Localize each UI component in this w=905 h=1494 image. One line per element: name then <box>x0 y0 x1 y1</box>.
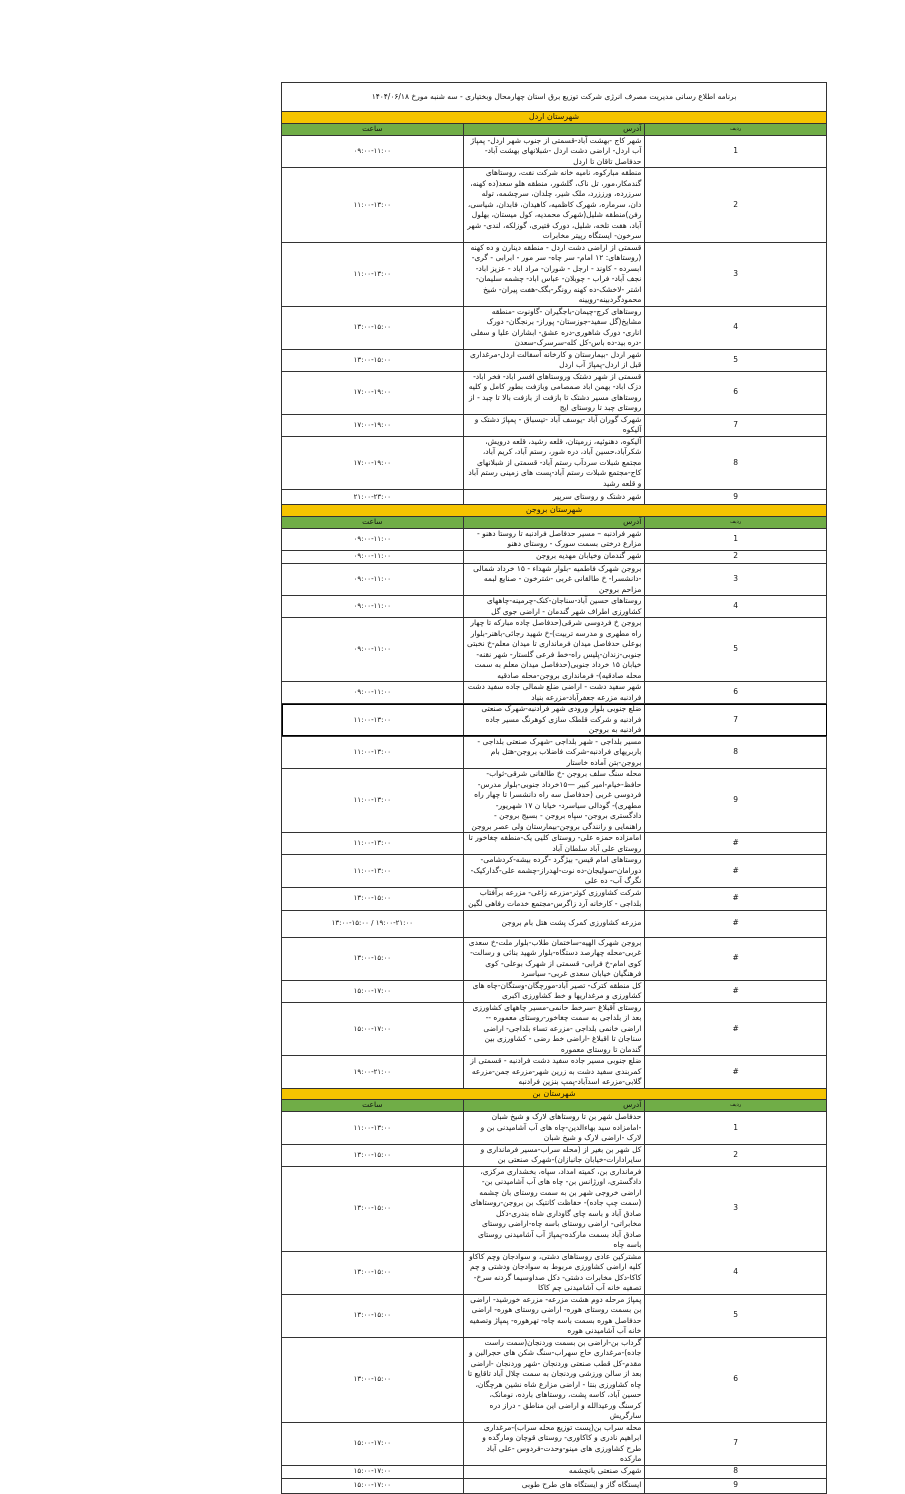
row-address: روستاهای امام قیس- بیژگرد -گرده بیشه-کردشامی-دورامان-سولیجان-ده نوت-لهدراز-چشمه علی-گدارکیک-نگرگ آب- ده علی <box>463 855 645 888</box>
row-time: ۱۵:۰۰-۱۷:۰۰ <box>282 980 464 1002</box>
row-time: ۱۱:۰۰-۱۳:۰۰ <box>282 1112 464 1145</box>
table-row <box>282 980 827 1002</box>
row-time: ۱۷:۰۰-۱۹:۰۰ <box>282 436 464 490</box>
row-time: ۱۳:۰۰-۱۵:۰۰ <box>282 1294 464 1337</box>
row-time: ۰۹:۰۰-۱۱:۰۰ <box>282 596 464 618</box>
table-row <box>282 1112 827 1145</box>
schedule-page <box>281 82 827 1494</box>
row-number: 9 <box>645 1478 827 1493</box>
row-number: 7 <box>645 704 827 737</box>
table-row <box>282 550 827 563</box>
table-row <box>282 1166 827 1251</box>
row-number: 5 <box>645 349 827 371</box>
column-header-row <box>282 123 827 135</box>
row-number: 2 <box>645 1144 827 1166</box>
table-row <box>282 1465 827 1478</box>
table-row <box>282 833 827 855</box>
row-address: ایستگاه گاز و ایستگاه های طرح طوبی <box>463 1478 645 1493</box>
row-number: 5 <box>645 1294 827 1337</box>
city-header-row <box>282 505 827 517</box>
city-name: شهرستان بروجن <box>282 505 827 517</box>
table-row <box>282 242 827 306</box>
city-header-row <box>282 1088 827 1100</box>
table-row <box>282 704 827 737</box>
row-address: قسمتی از اراضی دشت اردل - منطقه دینارن و ده کهنه (روستاهای: ۱۲ امام- سر چاه- سر مور - ابرابی - گری- ابسرده - کاوند - ارجل - شوران- مراد اباد - عزیز اباد-نجف آباد- فراب - چوبلان- عباس اباد- چشمه سلیمان-اشتر -لاخشک-ده کهنه رونگر-بگک-هفت پیران- شیخ محمودگردبینه-رویینه <box>463 242 645 306</box>
row-address: روستاهای حسین آباد-سناجان-کنک-چرمینه-چاههای کشاورزی اطراف شهر گندمان - اراضی جوی گل <box>463 596 645 618</box>
row-number: 9 <box>645 490 827 505</box>
table-row <box>282 528 827 550</box>
row-number: # <box>645 1056 827 1089</box>
row-time: ۱۱:۰۰-۱۳:۰۰ <box>282 855 464 888</box>
row-address: امامزاده حمزه علی- روستای کلیی یک-منطقه چغاخور تا روستای علی آباد سلطان آباد <box>463 833 645 855</box>
document-title: برنامه اطلاع رسانی مدیریت مصرف انرژی شرکت توزیع برق استان چهارمحال وبختیاری - سه شنبه مورخ ۱۴۰۴/۰۶/۱۸ <box>282 83 827 112</box>
row-address: گرداب بن-اراضی بن بسمت وردنجان(سمت راست جاده)-مرغداری حاج سهراب-سنگ شکن های حجرالبن و مقدم-کل قطب صنعتی وردنجان -شهر وردنجان -اراضی بعد از سالن ورزشی وردنجان به سمت چلال آباد تاقایع تا چاه کشاورزی بنتا - اراضی مزارع شاه نشین هرچگان، حسین آباد، کاسه پشت، روستاهای بارده، نومانک، کرسنگ ورعیدالله و اراضی این مناطق - دراز دره سارگریش <box>463 1337 645 1422</box>
row-address: شهر اردل -بیمارستان و کارخانه آسفالت اردل-مرغداری قبل از اردل-پمپاژ آب اردل <box>463 349 645 371</box>
row-number: 8 <box>645 1465 827 1478</box>
row-number: 9 <box>645 769 827 833</box>
title-row <box>282 83 827 112</box>
row-address: محله سراب بن(پست توزیع محله سراب)-مرغداری ابراهیم نادری و کاکاوری- روستای قوچان ومارگده و طرح کشاورزی های مینو-وحدت-فردوس -علی آباد مارکده <box>463 1422 645 1465</box>
row-number: 8 <box>645 736 827 769</box>
table-row <box>282 769 827 833</box>
table-row <box>282 618 827 682</box>
table-row <box>282 736 827 769</box>
col-num-header: ردیف <box>645 123 827 135</box>
row-time: ۱۱:۰۰-۱۳:۰۰ <box>282 168 464 243</box>
city-name: شهرستان اردل <box>282 112 827 124</box>
row-number: 7 <box>645 414 827 436</box>
row-address: مشترکین عادی روستاهای دشتی، و سوادجان وچم کاکاو کلیه اراضی کشاورزی مربوط به سوادجان ودشتی و چم کاکا-دکل مخابرات دشتی- دکل صداوسیما گردنه سرخ- تصفیه خانه آب آشامیدنی چم کاکا <box>463 1251 645 1294</box>
row-time: ۱۳:۰۰-۱۵:۰۰ <box>282 1337 464 1422</box>
row-address: ضلع جنوبی مسیر جاده سفید دشت فرادنبه - قسمتی از کمربندی سفید دشت به زرین شهر-مزرعه جمن-مزرعه گلابی-مزرعه اسدآباد-پمپ بنزین فرادنبه <box>463 1056 645 1089</box>
row-address: شهر فرادنبه – مسیر حدفاصل فرادنبه تا روستا دهنو - مزارع درختی بسمت سورک - روستای دهنو <box>463 528 645 550</box>
row-address: بروجن شهرک فاطمیه -بلوار شهداء - ۱۵ خرداد شمالی -دانشسرا- خ طالقانی غربی -شترخون - صنایع لبمه مزاحم بروجن <box>463 563 645 596</box>
row-number: 3 <box>645 1166 827 1251</box>
table-row <box>282 910 827 937</box>
row-number: # <box>645 855 827 888</box>
row-number: 3 <box>645 563 827 596</box>
table-row <box>282 1422 827 1465</box>
row-address: قسمتی از شهر دشتک وروستاهای افسر اباد- فخر اباد- دزک اباد- بهمن اباد صمصامی وبازفت بطور کامل و کلیه روستاهای مسیر دشتک تا بازفت از بازفت بالا تا چبد - از روستای چبد تا روستای ایج <box>463 371 645 414</box>
row-address: منطقه مبارکوه، نامیه خانه شرکت نفت، روستاهای گندمکار،مور، تل ناک، گلشور، منطقه هلو سعد(ده کهنه، سرزرده، ورززرد، ملک شیر، چلدان، سرچشمه، توله دان، سرماره، شهرک کاظمیه، کاهیدان، فابدان، شیاسی، رفن)منطقه شلیل(شهرک محمدیه، کول میستان، بهلول آباد، هفت تلخه، شلیل، دورک فتیری، گوزلکه، لندی- شهر سرخون- ایستگاه رپیتر مخابرات <box>463 168 645 243</box>
row-number: 4 <box>645 1251 827 1294</box>
col-num-header: ردیف <box>645 1100 827 1112</box>
row-number: 6 <box>645 682 827 704</box>
row-time: ۱۳:۰۰-۱۵:۰۰ <box>282 349 464 371</box>
table-row <box>282 135 827 168</box>
row-address: شهر دشتک و روستای سرپیر <box>463 490 645 505</box>
table-row <box>282 682 827 704</box>
table-row <box>282 855 827 888</box>
table-row <box>282 1337 827 1422</box>
row-time: ۰۹:۰۰-۱۱:۰۰ <box>282 550 464 563</box>
row-time: ۲۱:۰۰-۲۳:۰۰ <box>282 490 464 505</box>
row-time: ۱۹:۰۰-۲۱:۰۰ <box>282 1056 464 1089</box>
row-address: شهرک گوران آباد -یوسف آباد -تیسباق - پمپاژ دشتک و آلیکوه <box>463 414 645 436</box>
row-number: # <box>645 887 827 910</box>
row-time: ۱۷:۰۰-۱۹:۰۰ <box>282 414 464 436</box>
row-time: ۱۷:۰۰-۱۹:۰۰ <box>282 371 464 414</box>
row-address: شهر کاج -بهشت آباد-قسمتی از جنوب شهر اردل- پمپاژ آب اردل- اراضی دشت اردل -شبلانهای بهشت آباد- حدفاصل تاقان تا اردل <box>463 135 645 168</box>
row-number: 1 <box>645 135 827 168</box>
col-time-header: ساعت <box>282 516 464 528</box>
outage-schedule-table <box>281 82 827 1494</box>
table-row <box>282 349 827 371</box>
row-address: کل شهر بن بغیر از (محله سراب-مسیر فرمانداری و سایرادارات-خیابان جانبازان)-شهرک صنعتی بن <box>463 1144 645 1166</box>
row-number: 1 <box>645 528 827 550</box>
row-time: ۱۳:۰۰-۱۵:۰۰ <box>282 1144 464 1166</box>
table-row <box>282 490 827 505</box>
row-time: ۱۵:۰۰-۱۷:۰۰ <box>282 1465 464 1478</box>
row-address: روستای آقبلاغ -سرخط حانمی-مسیر چاههای کشاورزی بعد از بلداجی به سمت چغاخور-روستای معموره -- اراضی خانمی بلداجی -مزرعه تساء بلداجی- اراضی سناجان تا اقبلاغ -اراضی خط رضی - کشاورزی بین گندمان تا روستای معموره <box>463 1002 645 1056</box>
row-address: آلیکوه، دهنوئیه، زرمیتان، قلعه رشید، قلعه درویش، شکرآباد،حسین آباد، دره شور، رستم آباد، کریم آباد، مجتمع شبلات سردآب رستم آباد- قسمتی از شبلانهای کاج-مجتمع شبلات رستم آباد-پست های زمینی رستم آباد و قلعه رشید <box>463 436 645 490</box>
row-time: ۱۳:۰۰-۱۵:۰۰ <box>282 306 464 349</box>
row-time: ۰۹:۰۰-۱۱:۰۰ <box>282 528 464 550</box>
row-time: ۰۹:۰۰-۱۱:۰۰ <box>282 135 464 168</box>
row-address: حدفاصل شهر بن تا روستاهای لارک و شیخ شبان -امامزاده سید بهاءالدین-چاه های آب آشامیدنی بن و لارک -اراضی لارک و شیخ شبان <box>463 1112 645 1145</box>
row-time: ۱۳:۰۰-۱۵:۰۰ <box>282 887 464 910</box>
table-row <box>282 168 827 243</box>
row-number: 6 <box>645 371 827 414</box>
col-time-header: ساعت <box>282 123 464 135</box>
row-number: 8 <box>645 436 827 490</box>
table-row <box>282 1294 827 1337</box>
table-row <box>282 1056 827 1089</box>
row-number: 5 <box>645 618 827 682</box>
row-number: 1 <box>645 1112 827 1145</box>
row-address: محله سنگ سلف بروجن -خ طالقانی شرقی-ثواب- حافظ-خیام-امیر کبیر —۱۵خرداد جنوبی-بلوار مدرس-فردوسی غربی (حدفاصل سه راه دانشسرا تا چهار راه مطهری)- گودالی سیاسرد- خیابا ن ۱۷ شهریور- دادگستری بروجن- سپاه بروجن - بسیج بروجن - راهنمایی و رانندگی بروجن-بیمارستان ولی عصر بروجن <box>463 769 645 833</box>
row-time: ۰۹:۰۰-۱۱:۰۰ <box>282 618 464 682</box>
row-time: ۱۵:۰۰-۱۷:۰۰ <box>282 1002 464 1056</box>
city-header-row <box>282 112 827 124</box>
table-row <box>282 436 827 490</box>
row-number: 6 <box>645 1337 827 1422</box>
table-row <box>282 306 827 349</box>
row-address: بروجن شهرک الهیه-ساختمان طلاب-بلوار ملت-خ سعدی غربی-محله چهارصد دستگاه-بلوار شهید بنائی و رسالت-کوی امام-خ فرابی- قسمتی از شهرک بوعلی- کوی فرهنگیان خیابان سعدی غربی- سیاسرد <box>463 937 645 980</box>
row-time: ۰۹:۰۰-۱۱:۰۰ <box>282 563 464 596</box>
row-number: # <box>645 1002 827 1056</box>
row-time: ۱۳:۰۰-۱۵:۰۰ / ۱۹:۰۰-۲۱:۰۰ <box>282 910 464 937</box>
col-time-header: ساعت <box>282 1100 464 1112</box>
row-address: ضلع جنوبی بلوار ورودی شهر فرادنبه-شهرک صنعتی فرادنبه و شرکت قلطک سازی کوهرنگ مسیر جاده فرادنبه به بروجن <box>463 704 645 737</box>
row-number: 2 <box>645 550 827 563</box>
row-address: روستاهای کرچ-چیمان-باجگیران -گاونوت -منطقه مشایخ(گل سفید-جوزستان- پوراز- برنجگان- دورک اناری- دورک شاهوری-دره عشق- ابشاران علیا و سفلی -دره بید-ده باس-کل کله-سرسرک-سعدن <box>463 306 645 349</box>
row-number: # <box>645 833 827 855</box>
table-row <box>282 1002 827 1056</box>
col-address-header: آدرس <box>463 516 645 528</box>
row-time: ۱۳:۰۰-۱۵:۰۰ <box>282 1251 464 1294</box>
column-header-row <box>282 1100 827 1112</box>
row-time: ۱۳:۰۰-۱۵:۰۰ <box>282 1166 464 1251</box>
row-number: # <box>645 937 827 980</box>
table-row <box>282 937 827 980</box>
row-time: ۱۳:۰۰-۱۵:۰۰ <box>282 937 464 980</box>
row-number: 2 <box>645 168 827 243</box>
row-time: ۱۱:۰۰-۱۳:۰۰ <box>282 769 464 833</box>
table-row <box>282 1144 827 1166</box>
row-number: 4 <box>645 306 827 349</box>
row-time: ۰۹:۰۰-۱۱:۰۰ <box>282 682 464 704</box>
row-address: مزرعه کشاورزی کمرک پشت هتل بام بروجن <box>463 910 645 937</box>
row-time: ۱۱:۰۰-۱۳:۰۰ <box>282 704 464 737</box>
row-number: # <box>645 910 827 937</box>
row-time: ۱۵:۰۰-۱۷:۰۰ <box>282 1478 464 1493</box>
row-time: ۱۱:۰۰-۱۳:۰۰ <box>282 242 464 306</box>
row-address: شهر گندمان وخیابان مهدیه بروجن <box>463 550 645 563</box>
row-address: مسیر بلداجی - شهر بلداجی -شهرک صنعتی بلداجی - باربریهای فرادنبه-شرکت فاضلاب بروجن-هتل بام بروجن-بتن آماده خاستار <box>463 736 645 769</box>
col-address-header: آدرس <box>463 123 645 135</box>
col-address-header: آدرس <box>463 1100 645 1112</box>
row-time: ۱۱:۰۰-۱۳:۰۰ <box>282 833 464 855</box>
table-row <box>282 371 827 414</box>
col-num-header: ردیف <box>645 516 827 528</box>
row-number: 3 <box>645 242 827 306</box>
table-row <box>282 1478 827 1493</box>
row-address: شرکت کشاورزی کوثر-مزرعه زاغی- مزرعه برآفتاب بلداجی - کارخانه آرد زاگرس-مجتمع خدمات رفاهی لگین <box>463 887 645 910</box>
table-row <box>282 1251 827 1294</box>
row-time: ۱۵:۰۰-۱۷:۰۰ <box>282 1422 464 1465</box>
table-row <box>282 414 827 436</box>
row-number: 7 <box>645 1422 827 1465</box>
row-address: پمپاژ مرحله دوم هشت مزرعه- مزرعه خورشید- اراضی بن بسمت روستای هوره- اراضی روستای هوره- اراضی حدفاصل هوره بسمت باسه چاه- تهرهوره- پمپاژ وتصفیه خانه آب آشامیدنی هوره <box>463 1294 645 1337</box>
city-name: شهرستان بن <box>282 1088 827 1100</box>
row-address: فرمانداری بن، کمیته امداد، سپاه، بخشداری مرکزی، دادگستری، اورژانس بن- چاه های آب آشامیدنی بن-اراضی خروجی شهر بن به سمت روستای بان چشمه (سمت چپ جاده)- حفاظت کانتیک بن بروجن-روستاهای صادق آباد و باسه چای گاوداری شاه بندری-دکل مخابراتی- اراضی روستای باسه چاه-اراضی روستای صادق آباد بسمت مارکده-پمپاژ آب آشامیدنی روستای باسه چاه <box>463 1166 645 1251</box>
table-row <box>282 887 827 910</box>
row-number: # <box>645 980 827 1002</box>
column-header-row <box>282 516 827 528</box>
row-address: شهر سفید دشت - اراضی ضلع شمالی جاده سفید دشت فرادنبه مزرعه جعفرآباد-مزرعه بنیاد <box>463 682 645 704</box>
row-number: 4 <box>645 596 827 618</box>
row-address: بروجن خ فردوسی شرقی(حدفاصل چاده مبارکه تا چهار راه مطهری و مدرسه تربیت)-خ شهید رجائی-باهنر-بلوار بوعلی حدفاصل میدان فرمانداری تا میدان معلم-خ نخبتی جنوبی-زندان-پلیس راه-خط فرعی گلستار- شهر نقنه- خیابان ۱۵ خرداد جنوبی(حدفاصل میدان معلم به سمت محله صادقیه)- فرمانداری بروجن-محله صادقیه <box>463 618 645 682</box>
row-address: شهرک صنعتی بانچشمه <box>463 1465 645 1478</box>
table-row <box>282 563 827 596</box>
row-address: کل منطقه کترک- تصیر آباد-مورچگان-وستگان-چاه های کشاورزی و مرغداریها و خط کشاورزی اکبری <box>463 980 645 1002</box>
table-row <box>282 596 827 618</box>
row-time: ۱۱:۰۰-۱۳:۰۰ <box>282 736 464 769</box>
